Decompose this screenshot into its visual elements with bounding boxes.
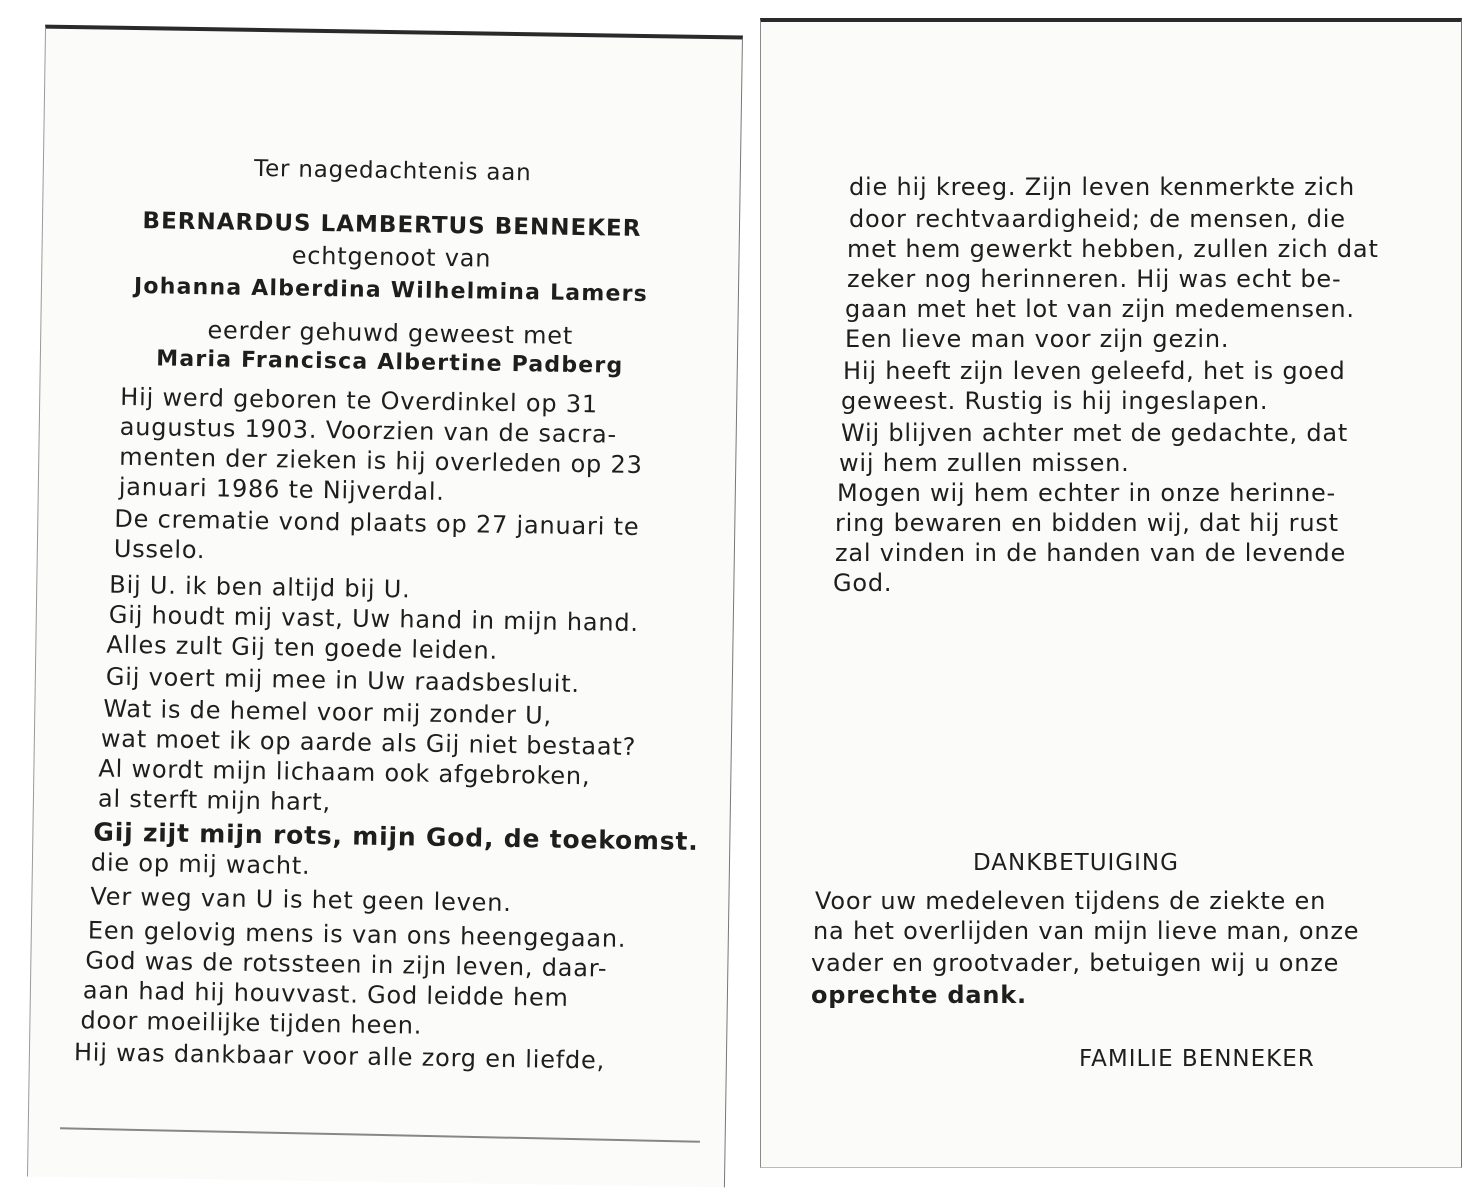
spouse-name: Johanna Alberdina Wilhelmina Lamers	[133, 274, 649, 308]
closing-line: Een gelovig mens is van ons heengegaan.	[87, 916, 627, 953]
closing-line: Hij was dankbaar voor alle zorg en liefde,	[73, 1038, 606, 1075]
spouse-label: echtgenoot van	[291, 241, 492, 273]
poem-bold-line: Gij zijt mijn rots, mijn God, de toekomst.	[93, 817, 699, 856]
continuation-line: door rechtvaardigheid; de mensen, die	[849, 205, 1346, 233]
biography-line: menten der zieken is hij overleden op 23	[119, 442, 643, 480]
thanks-line: Voor uw medeleven tijdens de ziekte en	[815, 887, 1327, 915]
deceased-name: BERNARDUS LAMBERTUS BENNEKER	[142, 208, 642, 242]
biography-line: augustus 1903. Voorzien van de sacra-	[119, 412, 618, 449]
poem-end-line: die op mij wacht.	[90, 848, 311, 880]
poem-line: Al wordt mijn lichaam ook afgebroken,	[98, 754, 591, 791]
continuation-line: gaan met het lot van zijn medemensen.	[845, 295, 1355, 323]
thanks-line: na het overlijden van mijn lieve man, onze	[813, 917, 1360, 945]
continuation-line: zal vinden in de handen van de levende	[835, 539, 1347, 567]
biography-line: Usselo.	[113, 534, 206, 565]
continuation-line: zeker nog herinneren. Hij was echt be-	[847, 265, 1342, 293]
former-marriage-label: eerder gehuwd geweest met	[207, 316, 574, 350]
thanks-heading: DANKBETUIGING	[973, 850, 1179, 876]
right-page	[760, 18, 1462, 1168]
continuation-line: Mogen wij hem echter in onze herinne-	[837, 479, 1337, 507]
thanks-bold-line: oprechte dank.	[811, 981, 1027, 1009]
poem-line: Alles zult Gij ten goede leiden.	[106, 630, 499, 665]
thanks-line: vader en grootvader, betuigen wij u onze	[811, 949, 1340, 977]
continuation-line: Een lieve man voor zijn gezin.	[845, 325, 1230, 353]
continuation-line: geweest. Rustig is hij ingeslapen.	[841, 387, 1269, 415]
biography-line: De crematie vond plaats op 27 januari te	[114, 504, 640, 541]
poem-line: Gij houdt mij vast, Uw hand in mijn hand.	[108, 600, 640, 637]
poem-line: Gij voert mij mee in Uw raadsbesluit.	[105, 662, 581, 699]
continuation-line: God.	[833, 569, 893, 597]
poem-line: Bij U. ik ben altijd bij U.	[109, 570, 411, 604]
left-page	[27, 25, 743, 1188]
continuation-line: ring bewaren en bidden wij, dat hij rust	[835, 509, 1339, 537]
signature: FAMILIE BENNEKER	[1079, 1046, 1315, 1072]
continuation-line: Wij blijven achter met de gedachte, dat	[841, 419, 1349, 447]
continuation-line: Hij heeft zijn leven geleefd, het is goed	[843, 357, 1346, 385]
continuation-line: die hij kreeg. Zijn leven kenmerkte zich	[849, 173, 1355, 201]
poem-line: wat moet ik op aarde als Gij niet bestaat?	[100, 724, 637, 761]
biography-line: Hij werd geboren te Overdinkel op 31	[120, 382, 599, 419]
continuation-line: met hem gewerkt hebben, zullen zich dat	[847, 235, 1379, 263]
former-spouse-name: Maria Francisca Albertine Padberg	[156, 346, 624, 379]
poem-line: Wat is de hemel voor mij zonder U,	[103, 694, 553, 730]
poem-end-line: Ver weg van U is het geen leven.	[90, 882, 512, 918]
closing-line: door moeilijke tijden heen.	[80, 1006, 423, 1040]
closing-line: God was de rotssteen in zijn leven, daar-	[85, 946, 608, 983]
biography-line: januari 1986 te Nijverdal.	[118, 472, 445, 506]
dedication-intro: Ter nagedachtenis aan	[253, 155, 532, 187]
closing-line: aan had hij houvvast. God leidde hem	[82, 976, 569, 1012]
continuation-line: wij hem zullen missen.	[839, 449, 1130, 477]
poem-line: al sterft mijn hart,	[97, 784, 332, 817]
